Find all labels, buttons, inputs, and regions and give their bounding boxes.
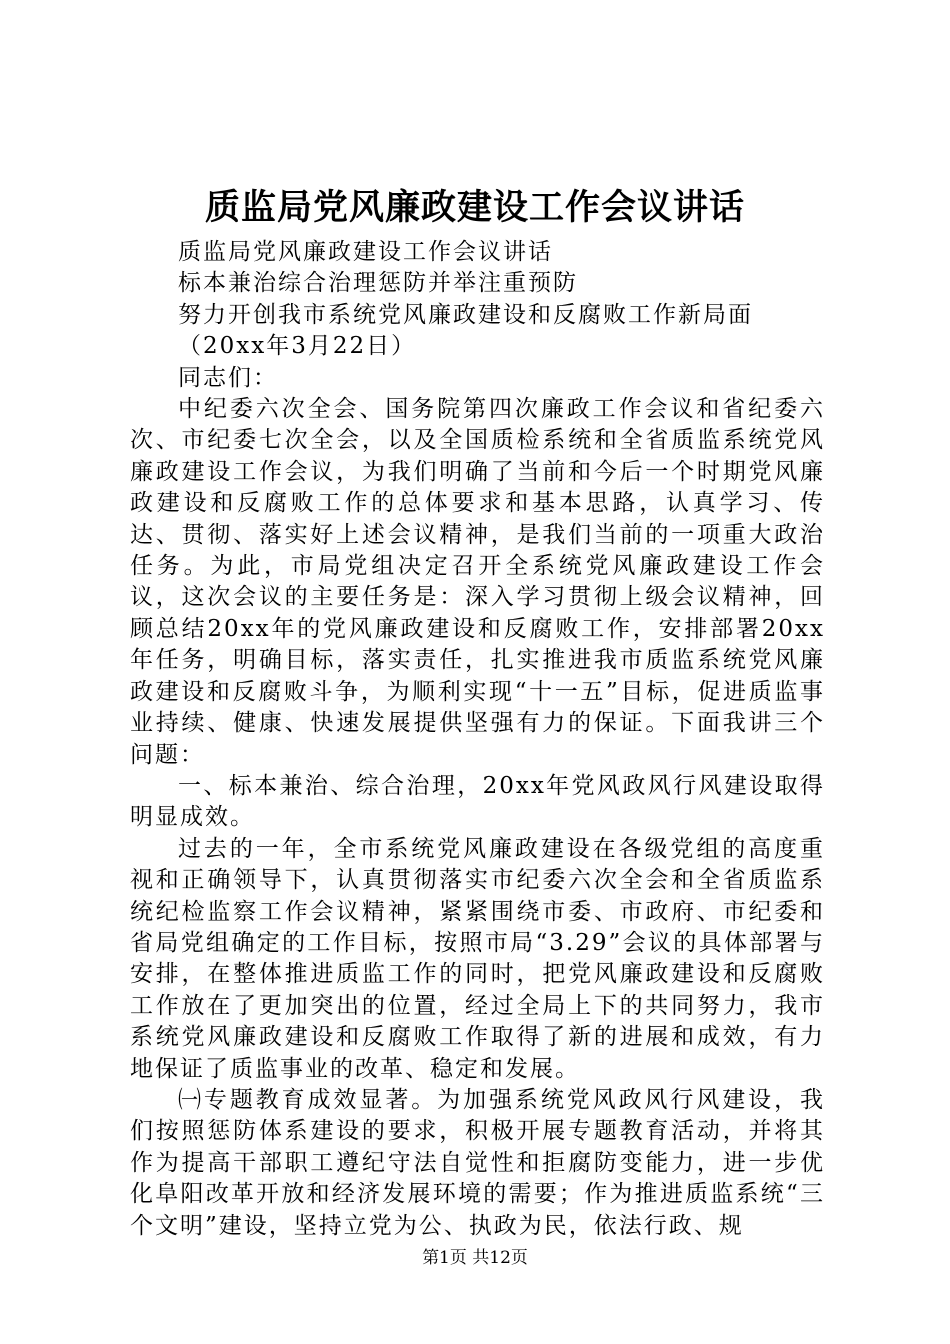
paragraph-intro: 中纪委六次全会、国务院第四次廉政工作会议和省纪委六次、市纪委七次全会，以及全国质检系统和全省质监系统党风廉政建设工作会议，为我们明确了当前和今后一个时期党风廉政建设和反腐败工作的总体要求和基本思路，认真学习、传达、贯彻、落实好上述会议精神，是我们当前的一项重大政治任务。为此，市局党组决定召开全系统党风廉政建设工作会议，这次会议的主要任务是：深入学习贯彻上级会议精神，回顾总结20xx年的党风廉政建设和反腐败工作，安排部署20xx年任务，明确目标，落实责任，扎实推进我市质监系统党风廉政建设和反腐败斗争，为顺利实现“十一五”目标，促进质监事业持续、健康、快速发展提供坚强有力的保证。下面我讲三个问题： [130,396,825,768]
document-body [130,237,825,1242]
paragraph-review: 过去的一年，全市系统党风廉政建设在各级党组的高度重视和正确领导下，认真贯彻落实市纪委六次全会和全省质监系统纪检监察工作会议精神，紧紧围绕市委、市政府、市纪委和省局党组确定的工作目标，按照市局“3.29”会议的具体部署与安排，在整体推进质监工作的同时，把党风廉政建设和反腐败工作放在了更加突出的位置，经过全局上下的共同努力，我市系统党风廉政建设和反腐败工作取得了新的进展和成效，有力地保证了质监事业的改革、稳定和发展。 [130,835,825,1082]
header-line-theme-2: 努力开创我市系统党风廉政建设和反腐败工作新局面 [178,301,753,328]
header-line-theme-1: 标本兼治综合治理惩防并举注重预防 [178,270,578,297]
page-footer: 第1页 共12页 [422,1248,528,1268]
header-line-date: （20xx年3月22日） [178,333,417,360]
header-line-salutation: 同志们： [178,364,278,391]
paragraph-section-heading: 一、标本兼治、综合治理，20xx年党风政风行风建设取得明显成效。 [130,772,825,831]
paragraph-education: ㈠专题教育成效显著。为加强系统党风政风行风建设，我们按照惩防体系建设的要求，积极开展专题教育活动，并将其作为提高干部职工遵纪守法自觉性和拒腐防变能力，进一步优化阜阳改革开放和经济发展环境的需要；作为推进质监系统“三个文明”建设，坚持立党为公、执政为民，依法行政、规 [130,1086,825,1239]
header-line-subtitle: 质监局党风廉政建设工作会议讲话 [178,239,553,265]
document-title: 质监局党风廉政建设工作会议讲话 [204,187,745,228]
